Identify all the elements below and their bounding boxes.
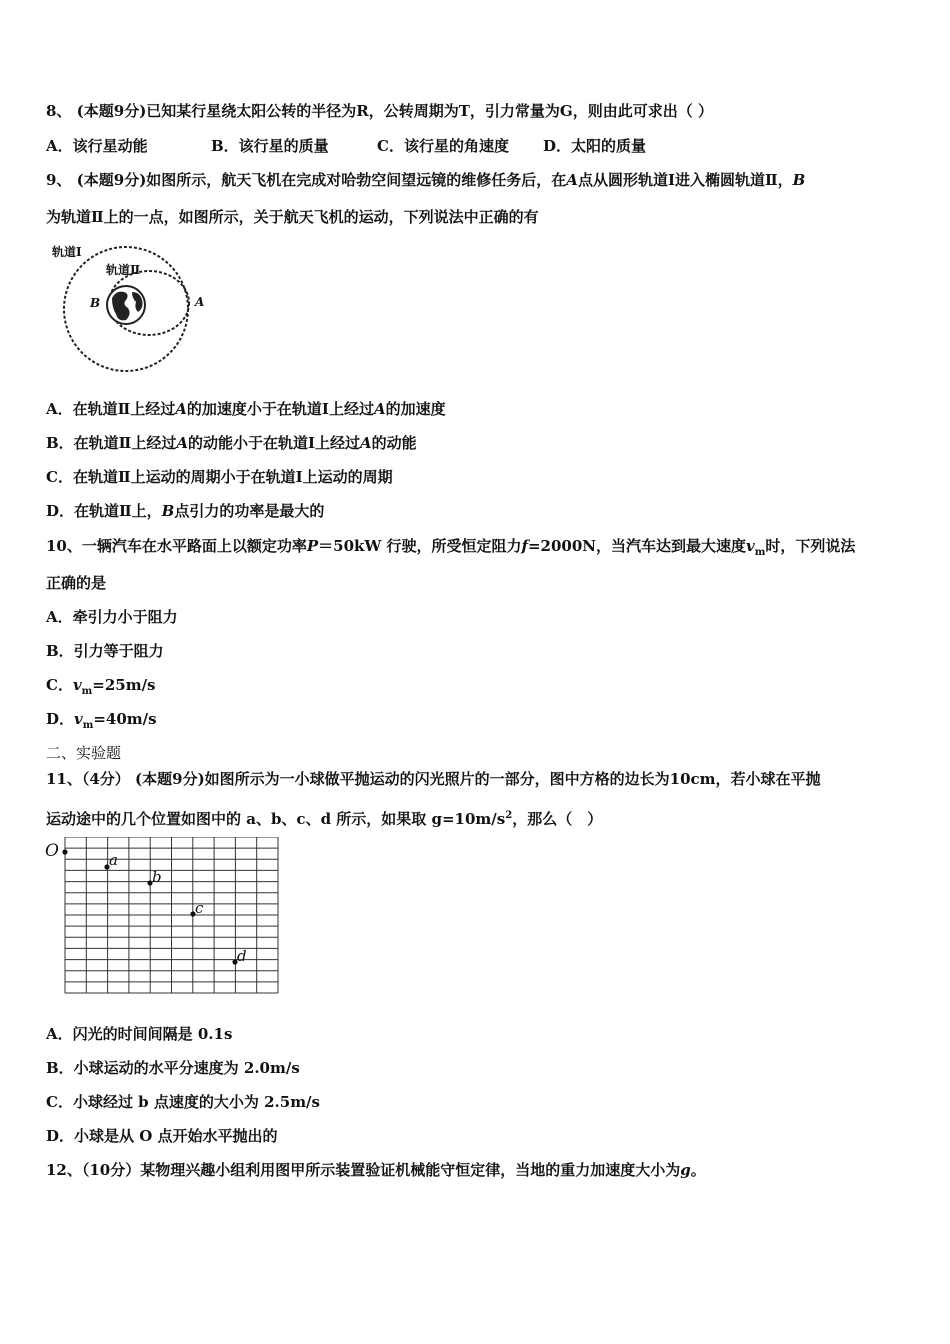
earth-icon — [107, 286, 145, 324]
q9-option-a: A．在轨道Ⅱ上经过A的加速度小于在轨道Ⅰ上经过A的加速度 — [46, 400, 446, 418]
q10-option-b: B．引力等于阻力 — [46, 642, 164, 660]
label-c: c — [195, 899, 204, 917]
q11-option-b: B．小球运动的水平分速度为 2.0m/s — [46, 1059, 300, 1077]
orbit-1-label: 轨道Ⅰ — [52, 245, 82, 259]
grid-figure — [44, 837, 284, 997]
grid-lines — [65, 837, 278, 993]
orbit-2-label: 轨道Ⅱ — [106, 263, 141, 277]
q9-option-c: C．在轨道Ⅱ上运动的周期小于在轨道Ⅰ上运动的周期 — [46, 468, 393, 486]
point-a-label: A — [195, 295, 205, 309]
q8-stem: 8、 (本题9分)已知某行星绕太阳公转的半径为R，公转周期为T，引力常量为G，则由此可求出（ ） — [46, 102, 713, 120]
label-a: a — [109, 851, 118, 869]
orbit-diagram — [46, 240, 206, 375]
q10-stem-line1: 10、一辆汽车在水平路面上以额定功率P＝50kW 行驶，所受恒定阻力f=2000N，当汽车达到最大速度$v_m$时，下列说法 — [46, 537, 856, 558]
q10-option-d: D．$v_m=40m/s$ — [46, 710, 157, 731]
point-b-label: B — [90, 296, 101, 310]
q8-option-c: C．该行星的角速度 — [377, 137, 509, 155]
label-o: O — [45, 841, 59, 861]
label-d: d — [237, 947, 247, 965]
q11-option-a: A．闪光的时间间隔是 0.1s — [46, 1025, 233, 1043]
q9-option-d: D．在轨道Ⅱ上，B点引力的功率是最大的 — [46, 502, 325, 520]
q11-option-c: C．小球经过 b 点速度的大小为 2.5m/s — [46, 1093, 320, 1111]
label-b: b — [152, 868, 162, 886]
q9-stem-line1: 9、 (本题9分)如图所示，航天飞机在完成对哈勃空间望远镜的维修任务后，在A点从圆形轨道Ⅰ进入椭圆轨道Ⅱ，B — [46, 171, 806, 189]
q9-option-b: B．在轨道Ⅱ上经过A的动能小于在轨道Ⅰ上经过A的动能 — [46, 434, 417, 452]
q10-option-a: A．牵引力小于阻力 — [46, 608, 178, 626]
q8-option-a: A．该行星动能 — [46, 137, 148, 155]
q12-stem: 12、（10分）某物理兴趣小组利用图甲所示装置验证机械能守恒定律，当地的重力加速度大小为g。 — [46, 1161, 706, 1179]
q11-stem-line2: 运动途中的几个位置如图中的 a、b、c、d 所示，如果取 $g=10m/s^2$，那么（ ） — [46, 810, 603, 828]
section-heading: 二、实验题 — [46, 744, 122, 762]
q10-option-c: C．$v_m=25m/s$ — [46, 676, 156, 697]
q9-stem-line2: 为轨道Ⅱ上的一点，如图所示，关于航天飞机的运动，下列说法中正确的有 — [46, 208, 539, 226]
q8-option-b: B．该行星的质量 — [211, 137, 329, 155]
q10-stem-line2: 正确的是 — [46, 574, 107, 592]
q11-stem-line1: 11、（4分） (本题9分)如图所示为一小球做平抛运动的闪光照片的一部分，图中方格的边长为10cm，若小球在平抛 — [46, 770, 821, 788]
q11-option-d: D．小球是从 O 点开始水平抛出的 — [46, 1127, 278, 1145]
point-o — [62, 849, 67, 854]
q8-option-d: D．太阳的质量 — [543, 137, 647, 155]
